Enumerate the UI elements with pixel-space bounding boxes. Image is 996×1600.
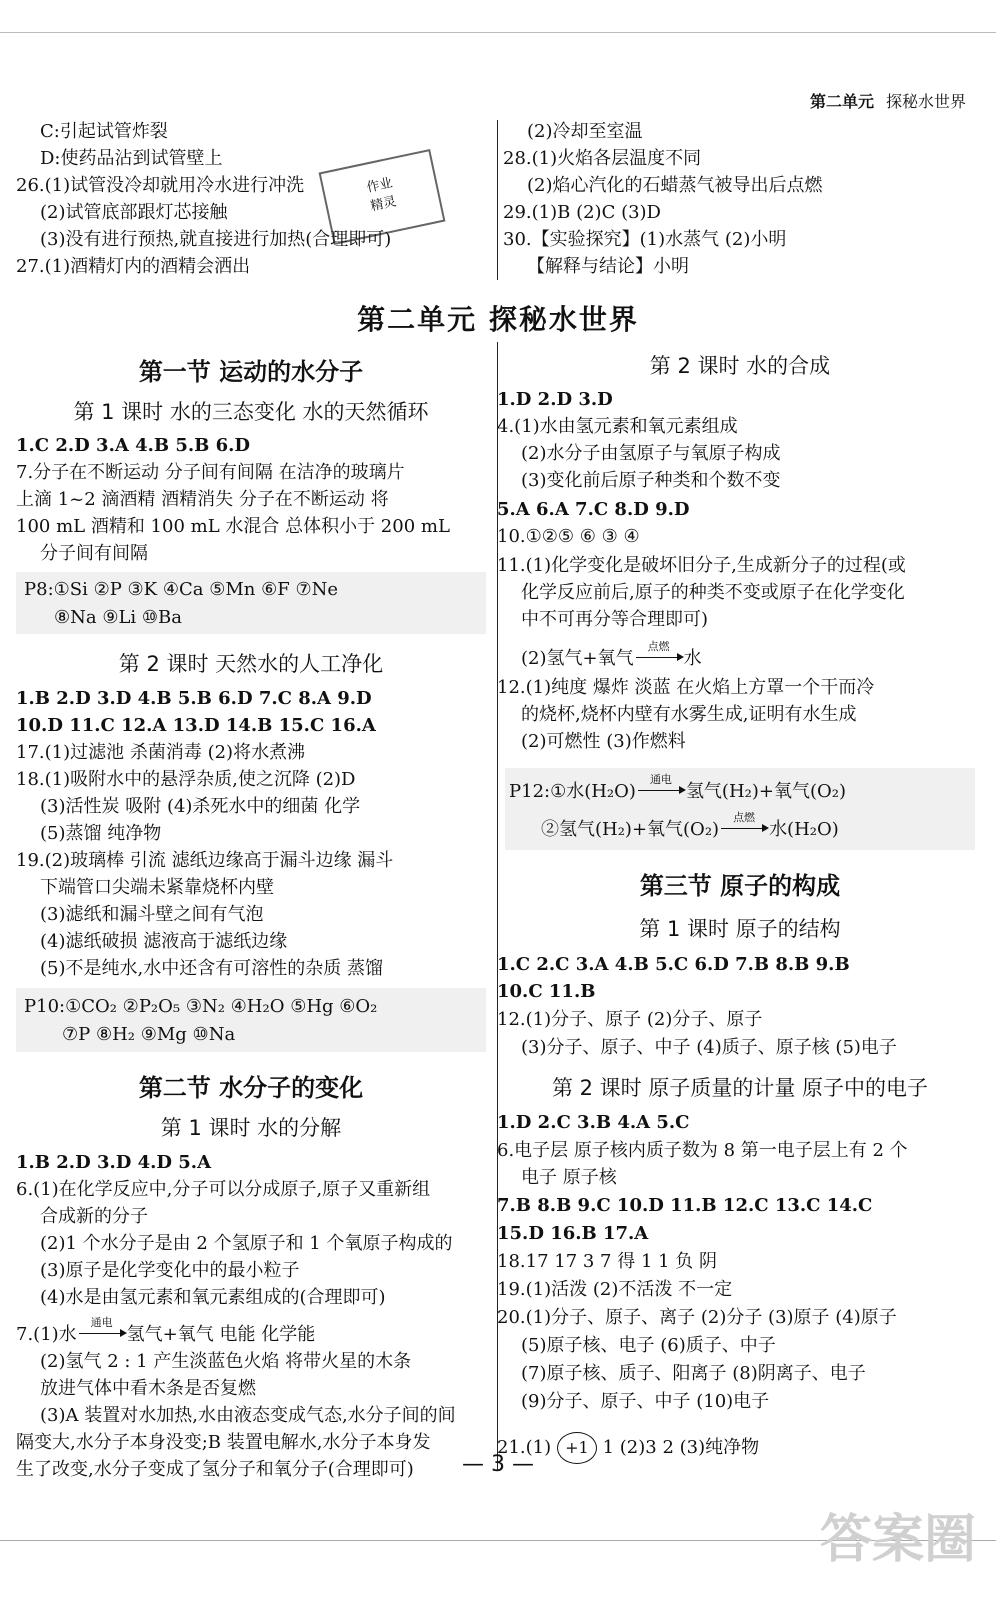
arrow-condition: 点燃 <box>647 640 670 653</box>
column-divider-top <box>497 120 498 280</box>
equation-line <box>509 773 846 804</box>
text-line: 10.①②⑤ ⑥ ③ ④ <box>497 526 640 547</box>
eq-post: 氢气+氧气 电能 化学能 <box>126 1324 316 1345</box>
text-line: 11.(1)化学变化是破坏旧分子,生成新分子的过程(或 <box>497 555 906 576</box>
text-line: 1.D 2.D 3.D <box>497 389 613 410</box>
eq-post: 水 <box>683 648 702 669</box>
section-title: 第三节 原子的构成 <box>639 872 841 900</box>
eq-pre: ②氢气(H₂)+氧气(O₂) <box>541 819 720 840</box>
text-line: 20.(1)分子、原子、离子 (2)分子 (3)原子 (4)原子 <box>497 1307 897 1328</box>
text-line: 1.C 2.C 3.A 4.B 5.C 6.D 7.B 8.B 9.B <box>497 954 850 975</box>
text-line: ⑧Na ⑨Li ⑩Ba <box>54 607 183 628</box>
eq-post: 氢气(H₂)+氧气(O₂) <box>685 781 846 802</box>
text-line: (2)氢气 2 : 1 产生淡蓝色火焰 将带火星的木条 <box>40 1351 412 1372</box>
arrow-condition: 通电 <box>649 773 672 786</box>
header-subtitle: 探秘水世界 <box>885 92 966 111</box>
text-line: (2)1 个水分子是由 2 个氢原子和 1 个氧原子构成的 <box>40 1233 453 1254</box>
text-line: (2)水分子由氢原子与氧原子构成 <box>521 443 781 464</box>
text-line: (2)试管底部跟灯芯接触 <box>40 202 228 223</box>
text-line: (5)蒸馏 纯净物 <box>40 823 162 844</box>
text-line: 12.(1)纯度 爆炸 淡蓝 在火焰上方罩一个干而冷 <box>497 677 875 698</box>
text-line: 1.C 2.D 3.A 4.B 5.B 6.D <box>16 435 251 456</box>
text-line: 100 mL 酒精和 100 mL 水混合 总体积小于 200 mL <box>16 516 450 537</box>
text-line: C:引起试管炸裂 <box>40 121 168 142</box>
text-line: 中不可再分等合理即可) <box>521 609 709 630</box>
text-line: (3)原子是化学变化中的最小粒子 <box>40 1260 300 1281</box>
text-line: (4)滤纸破损 滤液高于滤纸边缘 <box>40 931 288 952</box>
equation-line <box>16 1316 316 1347</box>
equation-line <box>521 640 702 671</box>
equation-line <box>541 811 839 842</box>
unit-title: 第二单元 探秘水世界 <box>357 303 639 336</box>
text-line: 1.B 2.D 3.D 4.B 5.B 6.D 7.C 8.A 9.D <box>16 688 372 709</box>
text-line: 生了改变,水分子变成了氢分子和氧分子(合理即可) <box>16 1459 414 1480</box>
header-unit: 第二单元 <box>809 92 874 111</box>
text-line: 30.【实验探究】(1)水蒸气 (2)小明 <box>503 229 787 250</box>
text-line: 7.分子在不断运动 分子间有间隔 在洁净的玻璃片 <box>16 462 405 483</box>
reaction-arrow <box>719 811 769 842</box>
section-title: 第一节 运动的水分子 <box>138 358 364 386</box>
watermark-logo: 答案圈 <box>819 1510 976 1570</box>
text-line: 1.D 2.C 3.B 4.A 5.C <box>497 1112 690 1133</box>
text-line: 7.B 8.B 9.C 10.D 11.B 12.C 13.C 14.C <box>497 1195 873 1216</box>
text-line: (3)变化前后原子种类和个数不变 <box>521 470 781 491</box>
text-line: 4.(1)水由氢元素和氧元素组成 <box>497 416 738 437</box>
text-line: P8:①Si ②P ③K ④Ca ⑤Mn ⑥F ⑦Ne <box>24 579 338 600</box>
text-line: 26.(1)试管没冷却就用冷水进行冲洗 <box>16 175 305 196</box>
text-line: 放进气体中看木条是否复燃 <box>40 1378 256 1399</box>
text-line: (5)原子核、电子 (6)质子、中子 <box>521 1335 776 1356</box>
atom-nucleus-circle: +1 <box>557 1432 597 1464</box>
lesson-title: 第 1 课时 原子的结构 <box>639 917 841 941</box>
text-line: 下端管口尖端未紧靠烧杯内壁 <box>40 877 274 898</box>
top-rule <box>0 32 996 33</box>
eq-pre: 7.(1)水 <box>16 1324 77 1345</box>
section-title: 第二节 水分子的变化 <box>138 1074 364 1102</box>
text-line: 15.D 16.B 17.A <box>497 1223 649 1244</box>
reaction-arrow <box>77 1316 127 1347</box>
text-line: 化学反应前后,原子的种类不变或原子在化学变化 <box>521 582 905 603</box>
lesson-title: 第 1 课时 水的分解 <box>160 1116 342 1140</box>
text-line: 19.(2)玻璃棒 引流 滤纸边缘高于漏斗边缘 漏斗 <box>16 850 394 871</box>
text-line: 29.(1)B (2)C (3)D <box>503 202 661 223</box>
lesson-title: 第 1 课时 水的三态变化 水的天然循环 <box>73 400 429 424</box>
text-line: 10.D 11.C 12.A 13.D 14.B 15.C 16.A <box>16 715 376 736</box>
text-line: 1.B 2.D 3.D 4.D 5.A <box>16 1152 212 1173</box>
eq-pre: P12:①水(H₂O) <box>509 781 636 802</box>
text-line: 6.(1)在化学反应中,分子可以分成原子,原子又重新组 <box>16 1179 431 1200</box>
reaction-arrow <box>636 773 686 804</box>
lesson-title: 第 2 课时 原子质量的计量 原子中的电子 <box>551 1076 929 1100</box>
text-line: 17.(1)过滤池 杀菌消毒 (2)将水煮沸 <box>16 742 306 763</box>
arrow-condition: 点燃 <box>733 811 756 824</box>
text-line: 电子 原子核 <box>521 1167 617 1188</box>
running-header <box>810 89 966 112</box>
text-line: (4)水是由氢元素和氧元素组成的(合理即可) <box>40 1287 386 1308</box>
text-line: 18.17 17 3 7 得 1 1 负 阴 <box>497 1251 718 1272</box>
text-line: (2)可燃性 (3)作燃料 <box>521 731 686 752</box>
text-line: 18.(1)吸附水中的悬浮杂质,使之沉降 (2)D <box>16 769 356 790</box>
text-line: 12.(1)分子、原子 (2)分子、原子 <box>497 1009 763 1030</box>
text-line: 5.A 6.A 7.C 8.D 9.D <box>497 499 690 520</box>
text-line: 【解释与结论】小明 <box>527 256 689 277</box>
text-line: ⑦P ⑧H₂ ⑨Mg ⑩Na <box>62 1024 236 1045</box>
text-line: (5)不是纯水,水中还含有可溶性的杂质 蒸馏 <box>40 958 383 979</box>
text-line: 分子间有间隔 <box>40 543 148 564</box>
eq-pre: (2)氢气+氧气 <box>521 648 634 669</box>
reaction-arrow <box>634 640 684 671</box>
stamp-line1: 作业 <box>365 175 394 196</box>
text-line: (3)分子、原子、中子 (4)质子、原子核 (5)电子 <box>521 1037 897 1058</box>
text-line: 10.C 11.B <box>497 981 596 1002</box>
text-line: (3)A 装置对水加热,水由液态变成气态,水分子间的间 <box>40 1405 456 1426</box>
text-line: (2)焰心汽化的石蜡蒸气被导出后点燃 <box>527 175 823 196</box>
text-line: 28.(1)火焰各层温度不同 <box>503 148 702 169</box>
text-line: 隔变大,水分子本身没变;B 装置电解水,水分子本身发 <box>16 1432 431 1453</box>
text-line: (3)没有进行预热,就直接进行加热(合理即可) <box>40 229 392 250</box>
text-line: (3)滤纸和漏斗壁之间有气泡 <box>40 904 264 925</box>
text-line: (9)分子、原子、中子 (10)电子 <box>521 1391 770 1412</box>
text-line: D:使药品沾到试管壁上 <box>40 148 223 169</box>
stamp-line2: 精灵 <box>369 194 398 215</box>
text-line: 上滴 1~2 滴酒精 酒精消失 分子在不断运动 将 <box>16 489 389 510</box>
text-line: 19.(1)活泼 (2)不活泼 不一定 <box>497 1279 733 1300</box>
lesson-title: 第 2 课时 水的合成 <box>649 354 831 378</box>
text-line: 的烧杯,烧杯内壁有水雾生成,证明有水生成 <box>521 704 857 725</box>
arrow-condition: 通电 <box>90 1316 113 1329</box>
lesson-title: 第 2 课时 天然水的人工净化 <box>118 652 384 676</box>
text-line: 合成新的分子 <box>40 1206 148 1227</box>
text-line: 6.电子层 原子核内质子数为 8 第一电子层上有 2 个 <box>497 1140 908 1161</box>
text-line: (3)活性炭 吸附 (4)杀死水中的细菌 化学 <box>40 796 361 817</box>
page-number: — 3 — <box>462 1452 534 1477</box>
text-line: 27.(1)酒精灯内的酒精会洒出 <box>16 256 251 277</box>
text-line: (2)冷却至室温 <box>527 121 643 142</box>
text-line: P10:①CO₂ ②P₂O₅ ③N₂ ④H₂O ⑤Hg ⑥O₂ <box>24 996 378 1017</box>
q21-tail: 1 (2)3 2 (3)纯净物 <box>602 1437 760 1458</box>
text-line: (7)原子核、质子、阳离子 (8)阴离子、电子 <box>521 1363 866 1384</box>
q21-pre: 21.(1) <box>497 1437 552 1458</box>
eq-post: 水(H₂O) <box>769 819 839 840</box>
